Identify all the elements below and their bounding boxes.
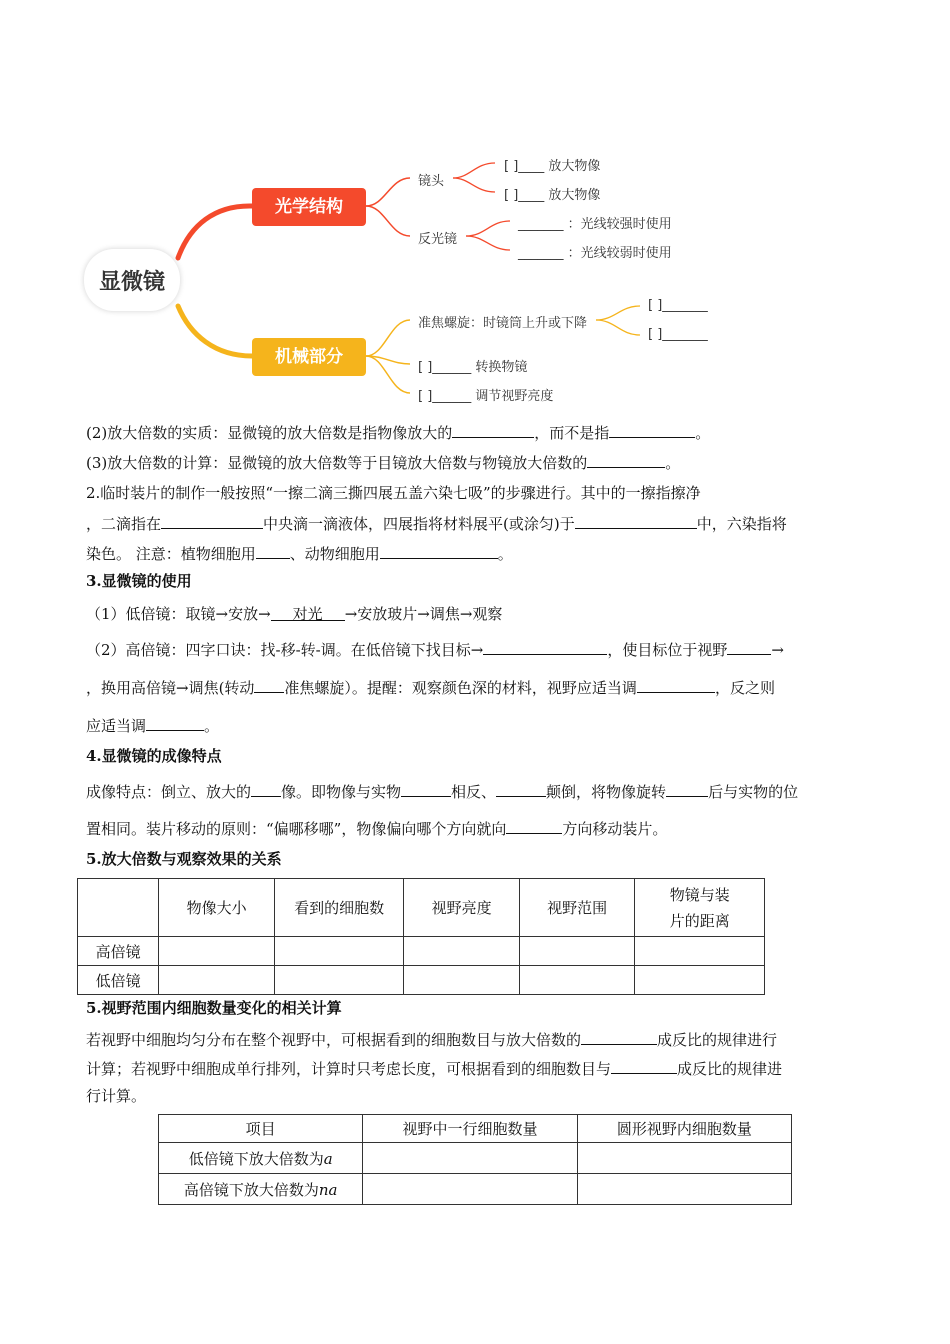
mechanical-part-label: 机械部分 [275,347,343,367]
high-power-line2: ，换用高倍镜→调焦(转动 准焦螺旋）。提醒：观察颜色深的材料，视野应适当调 ，反之则 [86,676,775,698]
lens-label: 镜头 [418,174,445,189]
nosepiece-item: [ ]______ 转换物镜 [418,360,528,375]
calc-line2: 计算；若视野中细胞成单行排列，计算时只考虑长度，可根据看到的细胞数目与 成反比的规律进 [86,1057,782,1079]
section2-line1: 2.临时装片的制作一般按照“一擦二滴三撕四展五盖六染七吸”的步骤进行。其中的一擦指擦净 [86,484,701,502]
focus-knob-label: 准焦螺旋：时镜筒上升或下降 [418,316,588,331]
calc-line1: 若视野中细胞均匀分布在整个视野中，可根据看到的细胞数目与放大倍数的 成反比的规律进行 [86,1028,777,1050]
section6-title: 5.视野范围内细胞数量变化的相关计算 [86,999,342,1017]
table-row [159,1174,792,1205]
table1-header-brightness: 视野亮度 [404,879,520,937]
calc-line3: 行计算。 [86,1087,147,1105]
mindmap-root: 显微镜 [84,249,180,311]
high-power-line3: 应适当调 。 [86,714,219,736]
paragraph-magnification-essence: (2)放大倍数的实质：显微镜的放大倍数是指物像放大的 ，而不是指 。 [86,421,710,443]
lens-item-2: [ ]____ 放大物像 [504,188,601,203]
table1-header-distance: 物镜与装 片的距离 [635,879,765,937]
section4-title: 4.显微镜的成像特点 [86,747,222,765]
section5-title: 5.放大倍数与观察效果的关系 [86,850,282,868]
imaging-line1: 成像特点：倒立、放大的 像。即物像与实物 相反、 颠倒，将物像旋转 后与实物的位 [86,780,798,802]
table-row [78,937,765,966]
imaging-line2: 置相同。装片移动的原则：“偏哪移哪”，物像偏向哪个方向就向 方向移动装片。 [86,817,667,839]
focus-item-1: [ ]_______ [648,298,708,313]
section3-title: 3.显微镜的使用 [86,572,192,590]
diaphragm-item: [ ]______ 调节视野亮度 [418,389,554,404]
table2-row-high: 高倍镜下放大倍数为na [159,1174,363,1205]
mirror-item-2: _______ ：光线较弱时使用 [518,246,672,261]
table1-header-cell-count: 看到的细胞数 [274,879,404,937]
mechanical-part-node [252,338,366,376]
table2-header-item: 项目 [159,1115,363,1143]
table-row [78,966,765,995]
table1-row-high: 高倍镜 [78,937,159,966]
table1-header-field-range: 视野范围 [519,879,635,937]
table2-header-circle-cells: 圆形视野内细胞数量 [577,1115,791,1143]
section2-line3: 染色。 注意：植物细胞用 、动物细胞用 。 [86,542,513,564]
paragraph-magnification-calc: (3)放大倍数的计算：显微镜的放大倍数等于目镜放大倍数与物镜放大倍数的 。 [86,451,680,473]
mirror-label: 反光镜 [418,232,458,247]
table1-corner [78,879,159,937]
cell-count-table [158,1114,792,1205]
table1-row-low: 低倍镜 [78,966,159,995]
section2-line2: ，二滴指在 中央滴一滴液体，四展指将材料展平(或涂匀)于 中，六染指将 [86,512,787,534]
optical-structure-node [252,188,366,226]
optical-structure-label: 光学结构 [275,197,343,217]
high-power-line1: （2）高倍镜：四字口诀：找-移-转-调。在低倍镜下找目标→ ，使目标位于视野 → [86,638,784,660]
focus-item-2: [ ]_______ [648,327,708,342]
magnification-effect-table [77,878,765,995]
table1-header-image-size: 物像大小 [159,879,275,937]
table2-header-row-cells: 视野中一行细胞数量 [363,1115,577,1143]
mirror-item-1: _______ ：光线较强时使用 [518,217,672,232]
table-row [159,1143,792,1174]
lens-item-1: [ ]____ 放大物像 [504,159,601,174]
table2-row-low: 低倍镜下放大倍数为a [159,1143,363,1174]
low-power-steps: （1）低倍镜：取镜→安放→ 对光 →安放玻片→调焦→观察 [86,605,503,623]
